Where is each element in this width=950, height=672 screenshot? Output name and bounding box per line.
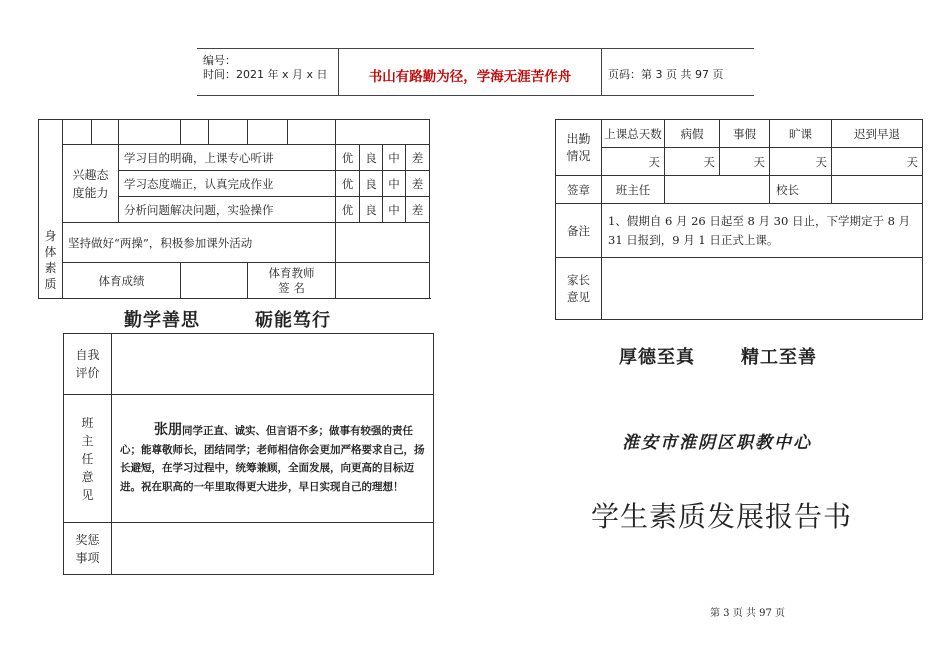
pe-blank-row — [39, 120, 430, 145]
pe-score-label: 体育成绩 — [63, 263, 181, 299]
grade-medium: 中 — [383, 197, 406, 223]
school-name: 淮安市淮阴区职教中心 — [622, 433, 812, 453]
grade-medium: 中 — [383, 171, 406, 197]
reward-label: 奖惩事项 — [64, 523, 112, 575]
pe-row-1-text: 学习目的明确，上课专心听讲 — [119, 145, 336, 171]
grade-poor: 差 — [406, 197, 430, 223]
header-page: 页码：第 3 页 共 97 页 — [608, 68, 724, 81]
seal-label: 签章 — [556, 176, 602, 204]
pe-row-3-text: 分析问题解决问题，实验操作 — [119, 197, 336, 223]
teacher-comment: 同学正直、诚实、但言语不多；做事有较强的责任心；能尊敬师长，团结同学；老师相信你会更加严格要求自己，扬长避短，在学习过程中，统筹兼顾，全面发展，向更高的目标迈进。祝在职高的一年里取得更大进步，早日实现自己的理想！ — [120, 425, 425, 493]
header-code: 编号： — [203, 54, 236, 67]
remark-label: 备注 — [556, 204, 602, 258]
attendance-header-row — [556, 120, 923, 148]
head-teacher-label: 班主任 — [602, 176, 665, 204]
remark-row — [556, 204, 923, 258]
pe-table — [38, 119, 430, 299]
grade-excellent: 优 — [336, 197, 360, 223]
attendance-sick: 病假 — [665, 120, 720, 148]
pe-exercise-row — [39, 223, 430, 263]
grade-excellent: 优 — [336, 171, 360, 197]
seal-row — [556, 176, 923, 204]
grade-excellent: 优 — [336, 145, 360, 171]
grade-good: 良 — [360, 171, 383, 197]
header-bar — [197, 48, 754, 96]
unit-total: 天 — [602, 148, 665, 176]
slogan-left-2: 砺能笃行 — [255, 310, 331, 331]
physical-label: 身体素质 — [39, 223, 63, 299]
pe-score-row — [39, 263, 430, 299]
teacher-opinion-content — [112, 395, 434, 523]
attendance-value-row — [556, 148, 923, 176]
parent-row — [556, 258, 923, 320]
self-eval-content — [112, 334, 434, 395]
parent-label: 家长意见 — [556, 258, 602, 320]
self-eval-row — [64, 334, 434, 395]
remark-text: 1、假期自 6 月 26 日起至 8 月 30 日止，下学期定于 8 月 31 日报到，9 月 1 日正式上课。 — [602, 204, 923, 258]
interest-label: 兴趣态度能力 — [63, 145, 119, 223]
self-eval-label: 自我评价 — [64, 334, 112, 395]
grade-poor: 差 — [406, 145, 430, 171]
unit-sick: 天 — [665, 148, 720, 176]
header-time: 时间：2021 年 x 月 x 日 — [203, 68, 328, 81]
unit-late: 天 — [832, 148, 923, 176]
footer-page: 第 3 页 共 97 页 — [710, 608, 785, 619]
report-title: 学生素质发展报告书 — [591, 500, 853, 533]
attendance-label: 出勤情况 — [556, 120, 602, 176]
slogan-right-2: 精工至善 — [741, 347, 817, 368]
pe-score-value — [181, 263, 248, 299]
reward-content — [112, 523, 434, 575]
pe-row-1 — [39, 145, 430, 171]
teacher-opinion-row — [64, 395, 434, 523]
header-divider-2 — [601, 49, 602, 96]
principal-sign — [832, 176, 923, 204]
parent-content — [602, 258, 923, 320]
student-name: 张朋 — [154, 422, 182, 438]
teacher-opinion-label: 班主任意见 — [64, 395, 112, 523]
grade-good: 良 — [360, 197, 383, 223]
unit-personal: 天 — [720, 148, 770, 176]
unit-absent: 天 — [770, 148, 832, 176]
pe-side-cell — [39, 120, 63, 223]
principal-label: 校长 — [770, 176, 832, 204]
grade-medium: 中 — [383, 145, 406, 171]
grade-poor: 差 — [406, 171, 430, 197]
header-motto: 书山有路勤为径，学海无涯苦作舟 — [368, 69, 572, 85]
pe-teacher-label: 体育教师 签 名 — [248, 263, 336, 299]
attendance-table — [555, 119, 923, 320]
evaluation-table — [63, 333, 434, 575]
reward-row — [64, 523, 434, 575]
attendance-late: 迟到早退 — [832, 120, 923, 148]
attendance-total: 上课总天数 — [602, 120, 665, 148]
pe-row-2-text: 学习态度端正，认真完成作业 — [119, 171, 336, 197]
grade-good: 良 — [360, 145, 383, 171]
attendance-personal: 事假 — [720, 120, 770, 148]
head-teacher-sign — [665, 176, 770, 204]
pe-teacher-sign — [336, 263, 430, 299]
attendance-absent: 旷课 — [770, 120, 832, 148]
exercise-text: 坚持做好“两操”，积极参加课外活动 — [63, 223, 336, 263]
slogan-left-1: 勤学善思 — [124, 310, 200, 331]
slogan-right-1: 厚德至真 — [619, 347, 695, 368]
